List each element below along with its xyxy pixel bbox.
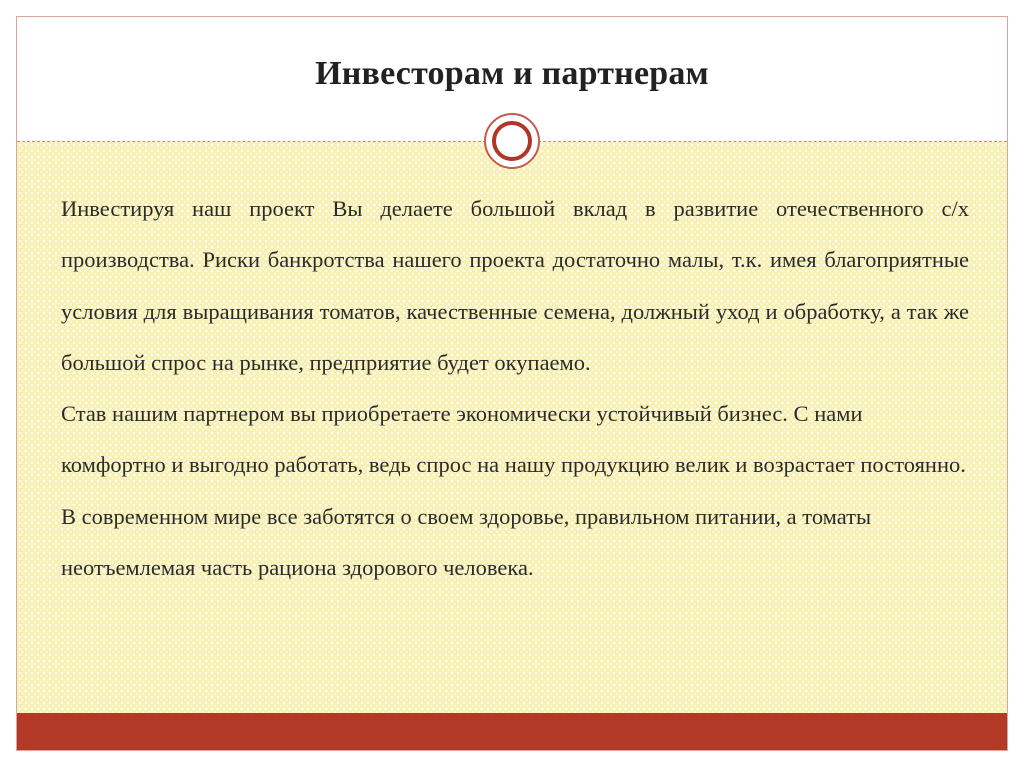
slide-body-text xyxy=(61,183,969,593)
paragraph-investors: Инвестируя наш проект Вы делаете большой вклад в развитие отечественного с/х производства. Риски банкротства нашего проекта достаточно малы, т.к. имея благоприятные условия для выращивания томатов, качественные семена, должный уход и обработку, а так же большой спрос на рынке, предприятие будет окупаемо. xyxy=(61,196,969,375)
double-ring-icon xyxy=(484,113,540,169)
slide-title: Инвесторам и партнерам xyxy=(315,55,709,92)
slide xyxy=(16,16,1008,751)
ring-inner xyxy=(492,121,532,161)
footer-bar xyxy=(17,713,1007,750)
paragraph-partners: Став нашим партнером вы приобретаете экономически устойчивый бизнес. С нами комфортно и выгодно работать, ведь спрос на нашу продукцию велик и возрастает постоянно. В современном мире все заботятся о своем здоровье, правильном питании, а томаты неотъемлемая часть рациона здорового человека. xyxy=(61,401,966,581)
